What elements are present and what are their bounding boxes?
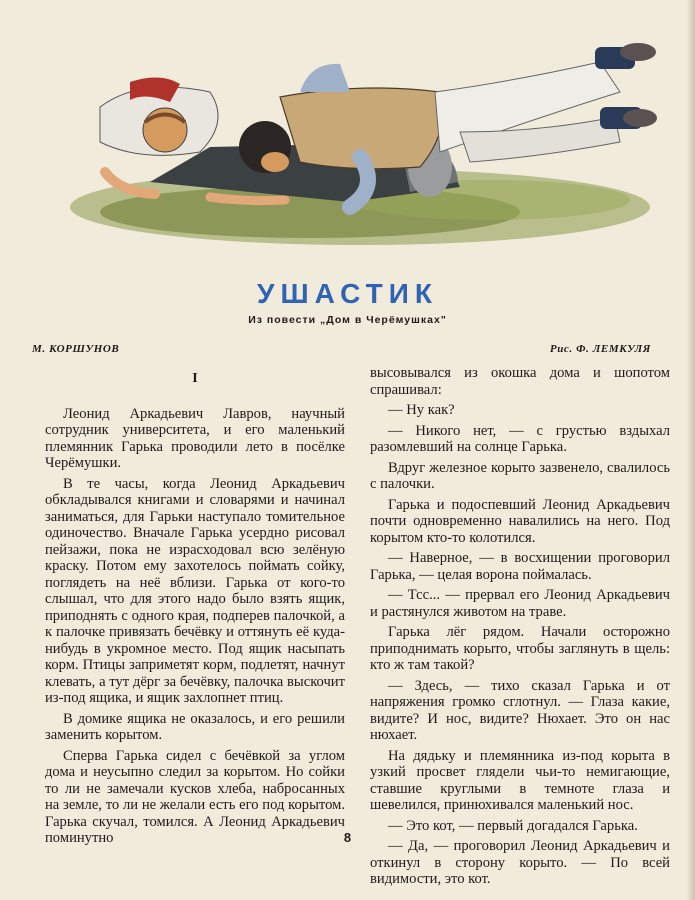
paragraph: — Тсс... — прервал его Леонид Аркадьевич и растянулся животом на траве. — [370, 587, 670, 620]
paragraph: В те часы, когда Леонид Аркадьевич обкладывался книгами и словарями и начинал заниматься, для Гарьки наступало томительное одиночество. Вначале Гарька усердно рисовал пейзажи, пока не израсходовал всю зелёную краску. Потом ему захотелось поймать сойку, поглядеть на неё вблизи. Гарька от кого-то слышал, что для этого надо было взять ящик, приподнять с одного края, подперев палочкой, а к палочке привязать бечёвку и оттянуть её куда-нибудь в укромное место. Под ящик насыпать корм. Птицы заприметят корм, подлетят, начнут клевать, а тут дёрг за бечёвку, палочка выскочит из-под ящика, и ящик захлопнет птиц. — [45, 475, 345, 706]
paragraph: В домике ящика не оказалось, и его решили заменить корытом. — [45, 710, 345, 743]
left-text-column — [45, 365, 345, 851]
paragraph: — Да, — проговорил Леонид Аркадьевич и откинул в сторону корыто. — По всей видимости, это кот. — [370, 838, 670, 887]
paragraph: высовывался из окошка дома и шопотом спрашивал: — [370, 365, 670, 398]
paragraph: — Здесь, — тихо сказал Гарька и от напряжения громко сглотнул. — Глаза какие, видите? И нос, видите? Нюхает. Это он нас нюхает. — [370, 677, 670, 743]
paragraph: Леонид Аркадьевич Лавров, научный сотрудник университета, и его маленький племянник Гарька проводили лето в посёлке Черёмушки. — [45, 405, 345, 471]
paragraph: — Никого нет, — с грустью вздыхал разомлевший на солнце Гарька. — [370, 422, 670, 455]
right-text-column — [370, 365, 670, 892]
author-name: М. КОРШУНОВ — [32, 343, 120, 355]
illustration-boys-under-trough — [60, 22, 660, 252]
page-gutter-shadow — [687, 0, 695, 900]
paragraph: Гарька лёг рядом. Начали осторожно приподнимать корыто, чтобы заглянуть в щель: кто ж там такой? — [370, 624, 670, 673]
story-subtitle: Из повести „Дом в Черёмушках" — [248, 314, 447, 326]
page-number: 8 — [343, 830, 352, 845]
paragraph: — Ну как? — [388, 402, 455, 418]
paragraph: Вдруг железное корыто зазвенело, свалилось с палочки. — [370, 459, 670, 492]
story-title: УШАСТИК — [257, 278, 438, 309]
paragraph: На дядьку и племянника из-под корыта в узкий просвет глядели чьи-то немигающие, ставшие круглыми в темноте глаза и шевелился, принюхивался маленький нос. — [370, 747, 670, 813]
paragraph: — Это кот, — первый догадался Гарька. — [388, 817, 638, 834]
paragraph: — Наверное, — в восхищении проговорил Гарька, — целая ворона поймалась. — [370, 550, 670, 583]
paragraph: Сперва Гарька сидел с бечёвкой за углом дома и неусыпно следил за корытом. Но сойки то ли не замечали кусков хлеба, набросанных на земле, то ли не желали есть его под корытом. Гарька скучал, томился. А Леонид Аркадьевич поминутно — [45, 747, 345, 846]
paragraph: Гарька и подоспевший Леонид Аркадьевич почти одновременно навалились на него. Под корытом кто-то колотился. — [370, 496, 670, 546]
illustrator-credit: Рис. Ф. ЛЕМКУЛЯ — [549, 343, 651, 355]
chapter-number: I — [192, 371, 198, 386]
